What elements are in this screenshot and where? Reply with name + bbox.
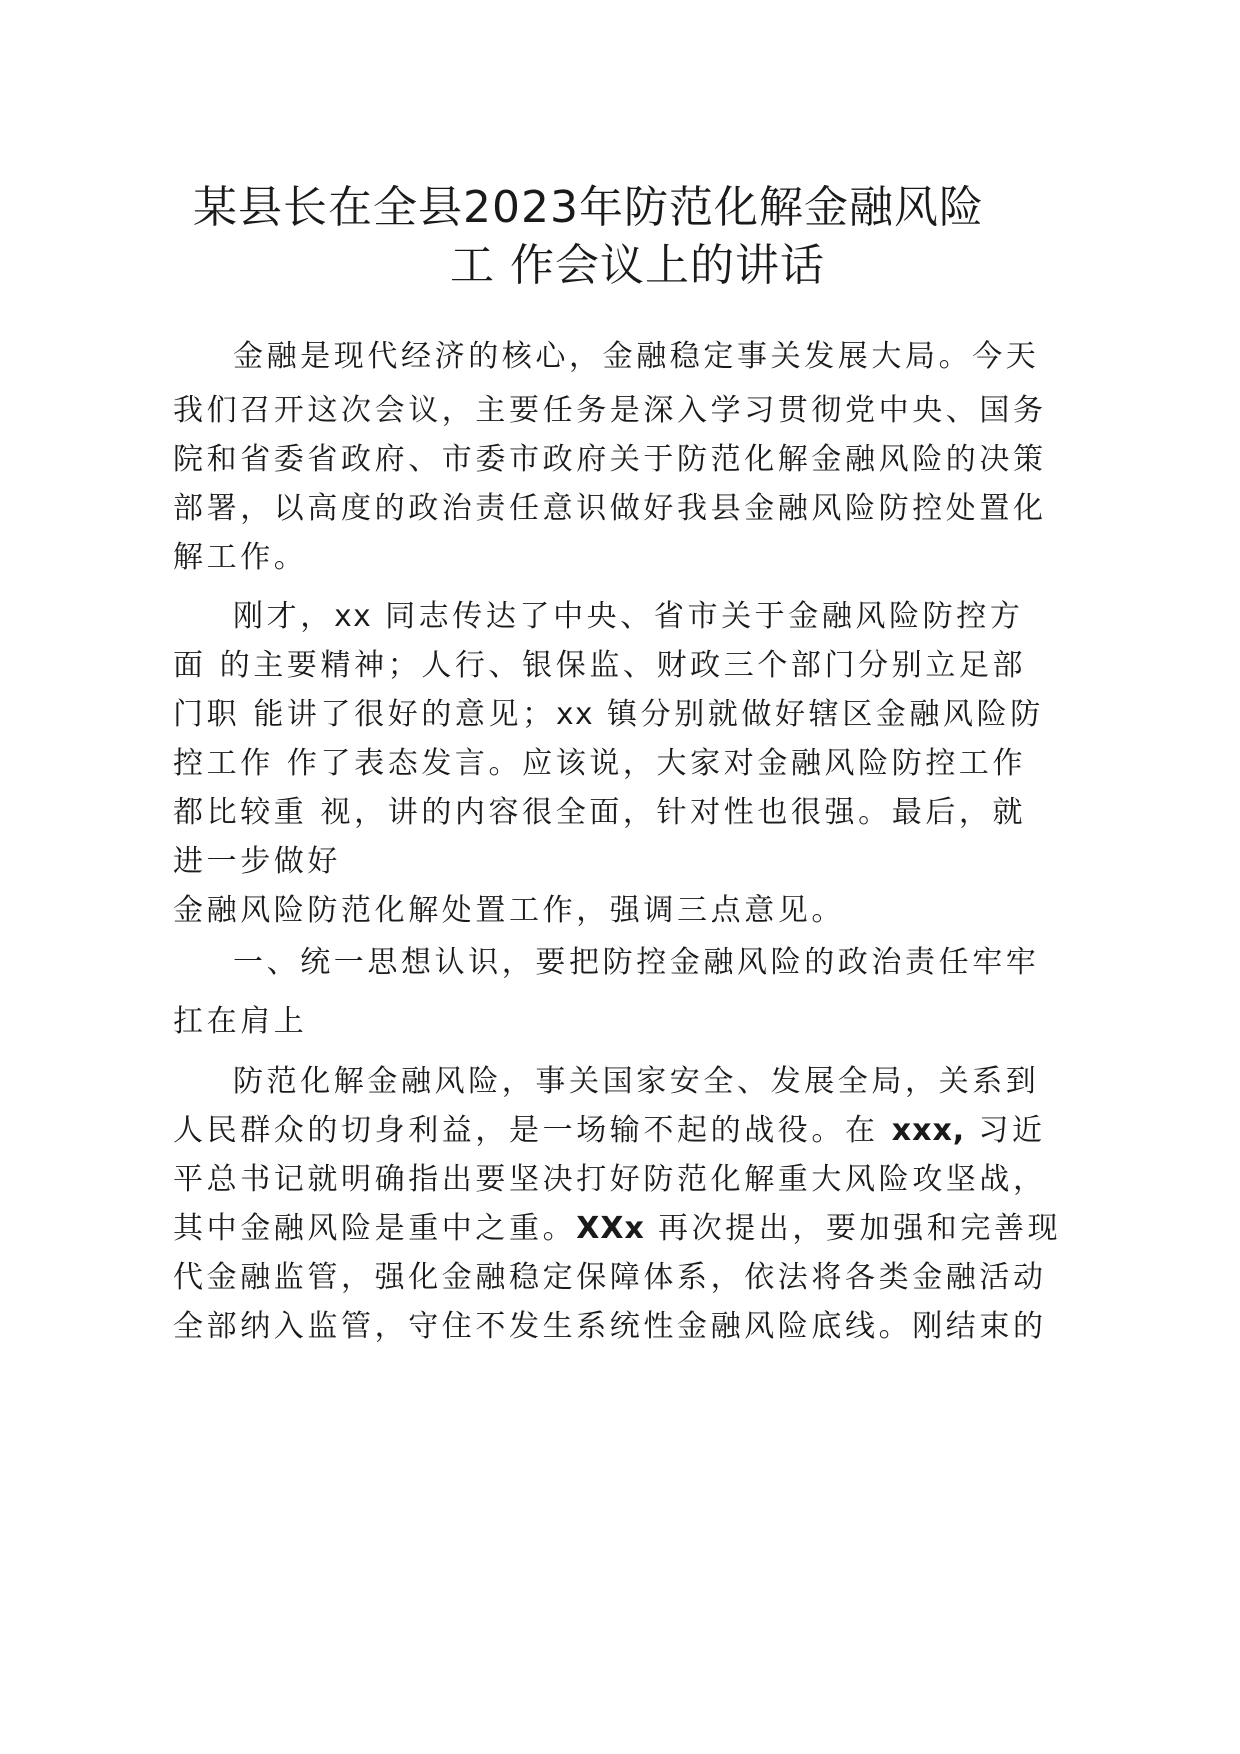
paragraph-3-line — [173, 1111, 1046, 1151]
paragraph-text: 刚才， — [233, 599, 334, 634]
paragraph-text: 同志传达了中央、省市关于金融风险防控方 — [371, 599, 1024, 634]
redacted-name: xx — [555, 697, 594, 732]
redacted-event: XXx — [576, 1211, 645, 1246]
paragraph-3-line: 代金融监管，强化金融稳定保障体系，依法将各类金融活动 — [173, 1260, 1047, 1295]
paragraph-3-line: 平总书记就明确指出要坚决打好防范化解重大风险攻坚战， — [173, 1162, 1047, 1197]
paragraph-1-line: 我们召开这次会议，主要任务是深入学习贯彻党中央、国务 — [173, 393, 1047, 428]
paragraph-2-line: 都比较重 视，讲的内容很全面，针对性也很强。最后，就 — [173, 795, 1027, 830]
paragraph-1-line: 院和省委省政府、市委市政府关于防范化解金融风险的决策 — [173, 442, 1047, 477]
redacted-name: xx — [333, 599, 372, 634]
paragraph-3-line — [173, 1209, 1061, 1249]
section-heading-line: 一、统一思想认识，要把防控金融风险的政治责任牢牢 — [233, 945, 1040, 980]
paragraph-2-line: 面 的主要精神；人行、银保监、财政三个部门分别立足部 — [173, 648, 1027, 683]
paragraph-text: 其中金融风险是重中之重。 — [173, 1211, 577, 1246]
document-title-line-2: 工 作会议上的讲话 — [450, 240, 825, 291]
paragraph-2-line — [233, 597, 1023, 637]
section-heading-line: 扛在肩上 — [173, 1004, 308, 1039]
paragraph-text: 镇分别就做好辖区金融风险防 — [593, 697, 1044, 732]
paragraph-2-line: 金融风险防范化解处置工作，强调三点意见。 — [173, 893, 845, 928]
document-title-line-1: 某县长在全县2023年防范化解金融风险 — [193, 182, 984, 233]
redacted-date: xxx, — [891, 1113, 966, 1148]
paragraph-2-line — [173, 695, 1044, 735]
paragraph-3-line: 防范化解金融风险，事关国家安全、发展全局，关系到 — [233, 1064, 1040, 1099]
paragraph-1-line: 金融是现代经济的核心，金融稳定事关发展大局。今天 — [233, 339, 1040, 374]
paragraph-2-line: 控工作 作了表态发言。应该说，大家对金融风险防控工作 — [173, 746, 1027, 781]
paragraph-text: 人民群众的切身利益，是一场输不起的战役。在 — [173, 1113, 892, 1148]
paragraph-3-line: 全部纳入监管，守住不发生系统性金融风险底线。刚结束的 — [173, 1309, 1047, 1344]
paragraph-1-line: 解工作。 — [173, 540, 308, 575]
paragraph-text: 再次提出，要加强和完善现 — [644, 1211, 1062, 1246]
paragraph-2-line: 进一步做好 — [173, 844, 341, 879]
paragraph-text: 门职 能讲了很好的意见； — [173, 697, 556, 732]
paragraph-1-line: 部署，以高度的政治责任意识做好我县金融风险防控处置化 — [173, 491, 1047, 526]
paragraph-text: 习近 — [965, 1113, 1046, 1148]
